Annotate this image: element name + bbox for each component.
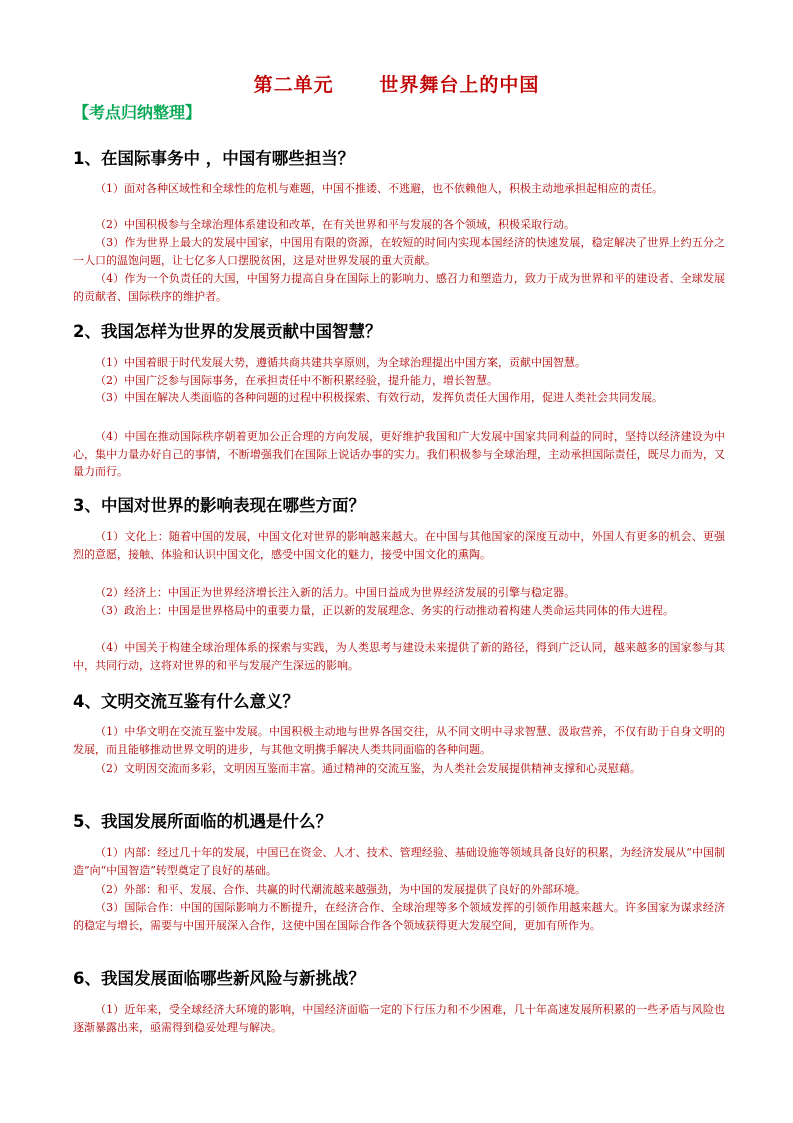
question-heading-5: 5、我国发展所面临的机遇是什么？ — [73, 812, 332, 831]
answer-item: （1）文化上：随着中国的发展，中国文化对世界的影响越来越大。在中国与其他国家的深度互动中，外国人有更多的机会、更强烈的意愿，接触、体验和认识中国文化，感受中国文化的魅力，接受中国文化的熏陶。 — [73, 530, 725, 561]
answer-item: （1）近年来，受全球经济大环境的影响，中国经济面临一定的下行压力和不少困难，几十年高速发展所积累的一些矛盾与风险也逐渐暴露出来，亟需得到稳妥处理与解决。 — [73, 1003, 725, 1034]
unit-title: 第二单元 世界舞台上的中国 — [253, 74, 540, 96]
question-heading-6: 6、我国发展面临哪些新风险与新挑战？ — [73, 969, 365, 988]
answer-item: （3）中国在解决人类面临的各种问题的过程中积极探索、有效行动，发挥负责任大国作用，促进人类社会共同发展。 — [95, 391, 663, 404]
answer-item: （1）中国着眼于时代发展大势，遵循共商共建共享原则，为全球治理提出中国方案，贡献中国智慧。 — [95, 356, 586, 369]
section-tag: 【考点归纳整理】 — [73, 103, 202, 122]
answer-item: （4）作为一个负责任的大国，中国努力提高自身在国际上的影响力、感召力和塑造力，致力于成为世界和平的建设者、全球发展的贡献者、国际秩序的维护者。 — [73, 272, 725, 303]
question-heading-1: 1、在国际事务中 ，中国有哪些担当？ — [73, 149, 355, 168]
answer-item: （2）经济上：中国正为世界经济增长注入新的活力。中国日益成为世界经济发展的引擎与稳定器。 — [95, 586, 575, 599]
question-heading-4: 4、文明交流互鉴有什么意义？ — [73, 692, 299, 711]
answer-item: （3）国际合作：中国的国际影响力不断提升，在经济合作、全球治理等多个领域发挥的引领作用越来越大。许多国家为谋求经济的稳定与增长，需要与中国开展深入合作，这使中国在国际合作各个领域获得更大发展空间，更加有所作为。 — [73, 901, 725, 932]
answer-item: （2）中国积极参与全球治理体系建设和改革，在有关世界和平与发展的各个领域，积极采取行动。 — [95, 218, 575, 231]
answer-item: （2）外部：和平、发展、合作、共赢的时代潮流越来越强劲，为中国的发展提供了良好的外部环境。 — [95, 883, 586, 896]
question-heading-2: 2、我国怎样为世界的发展贡献中国智慧？ — [73, 322, 382, 341]
answer-item: （4）中国在推动国际秩序朝着更加公正合理的方向发展，更好维护我国和广大发展中国家共同利益的同时，坚持以经济建设为中心，集中力量办好自己的事情，不断增强我们在国际上说话办事的实力。我们积极参与全球治理，主动承担国际责任，既尽力而为，又量力而行。 — [73, 430, 725, 478]
answer-item: （2）文明因交流而多彩，文明因互鉴而丰富。通过精神的交流互鉴，为人类社会发展提供精神支撑和心灵慰藉。 — [95, 762, 641, 775]
question-heading-3: 3、中国对世界的影响表现在哪些方面？ — [73, 496, 365, 515]
answer-item: （4）中国关于构建全球治理体系的探索与实践，为人类思考与建设未来提供了新的路径，得到广泛认同，越来越多的国家参与其中，共同行动，这将对世界的和平与发展产生深远的影响。 — [73, 641, 725, 672]
answer-item: （3）政治上：中国是世界格局中的重要力量，正以新的发展理念、务实的行动推动着构建人类命运共同体的伟大进程。 — [95, 604, 674, 617]
answer-item: （1）面对各种区域性和全球性的危机与难题，中国不推诿、不逃避，也不依赖他人，积极主动地承担起相应的责任。 — [95, 182, 663, 195]
answer-item: （2）中国广泛参与国际事务，在承担责任中不断积累经验，提升能力，增长智慧。 — [95, 374, 498, 387]
answer-item: （1）中华文明在交流互鉴中发展。中国积极主动地与世界各国交往，从不同文明中寻求智慧、汲取营养，不仅有助于自身文明的发展，而且能够推动世界文明的进步，与其他文明携手解决人类共同面临的各种问题。 — [73, 725, 725, 756]
answer-item: （3）作为世界上最大的发展中国家，中国用有限的资源，在较短的时间内实现本国经济的快速发展，稳定解决了世界上约五分之一人口的温饱问题，让七亿多人口摆脱贫困，这是对世界发展的重大贡献。 — [73, 236, 725, 267]
answer-item: （1）内部：经过几十年的发展，中国已在资金、人才、技术、管理经验、基础设施等领域具备良好的积累，为经济发展从“中国制造”向“中国智造”转型奠定了良好的基础。 — [73, 846, 725, 877]
